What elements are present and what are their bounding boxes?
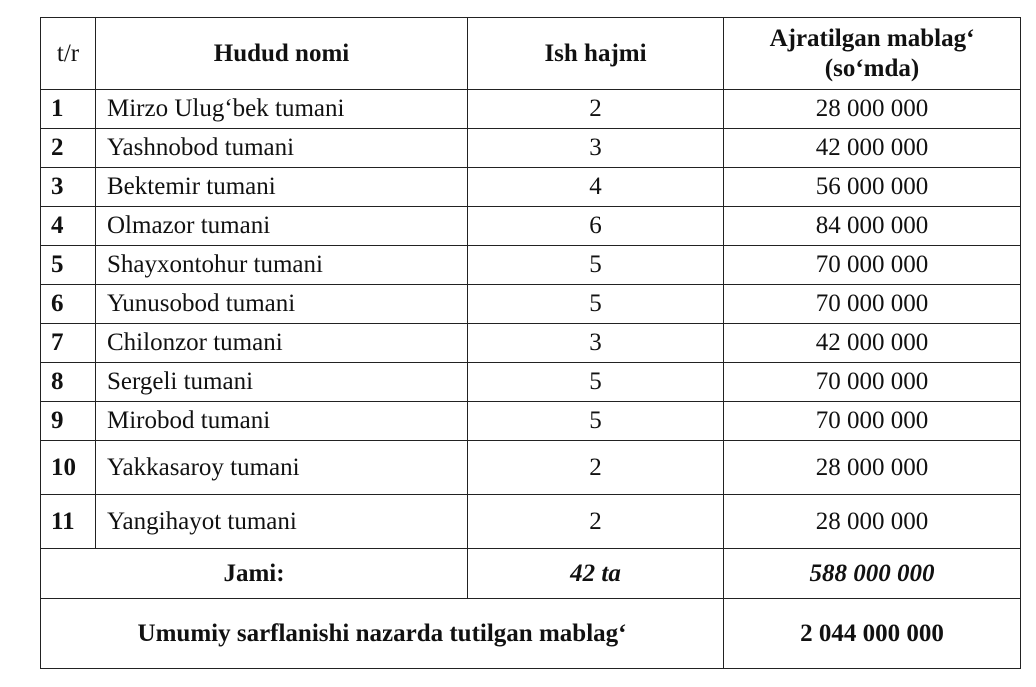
- row-number: 1: [41, 90, 96, 129]
- row-amount: 70 000 000: [724, 285, 1021, 324]
- row-region-name: Yashnobod tumani: [96, 129, 468, 168]
- row-volume: 5: [468, 285, 724, 324]
- table-row: [41, 495, 1021, 549]
- header-region-name: Hudud nomi: [96, 18, 468, 90]
- allocation-table: [40, 17, 1021, 669]
- row-region-name: Yangihayot tumani: [96, 495, 468, 549]
- row-number: 6: [41, 285, 96, 324]
- row-amount: 84 000 000: [724, 207, 1021, 246]
- row-amount: 70 000 000: [724, 363, 1021, 402]
- header-work-volume: Ish hajmi: [468, 18, 724, 90]
- row-region-name: Yunusobod tumani: [96, 285, 468, 324]
- row-volume: 3: [468, 129, 724, 168]
- row-amount: 28 000 000: [724, 90, 1021, 129]
- table-row: [41, 441, 1021, 495]
- row-number: 9: [41, 402, 96, 441]
- row-region-name: Sergeli tumani: [96, 363, 468, 402]
- total-row: [41, 549, 1021, 599]
- total-volume: 42 ta: [468, 549, 724, 599]
- table-row: [41, 168, 1021, 207]
- table-row: [41, 363, 1021, 402]
- row-region-name: Shayxontohur tumani: [96, 246, 468, 285]
- table-header-row: [41, 18, 1021, 90]
- total-label: Jami:: [41, 549, 468, 599]
- row-amount: 28 000 000: [724, 441, 1021, 495]
- row-number: 2: [41, 129, 96, 168]
- row-amount: 56 000 000: [724, 168, 1021, 207]
- row-region-name: Mirzo Ulug‘bek tumani: [96, 90, 468, 129]
- row-volume: 2: [468, 441, 724, 495]
- row-number: 10: [41, 441, 96, 495]
- row-amount: 28 000 000: [724, 495, 1021, 549]
- row-region-name: Yakkasaroy tumani: [96, 441, 468, 495]
- row-amount: 42 000 000: [724, 324, 1021, 363]
- row-amount: 70 000 000: [724, 246, 1021, 285]
- total-amount: 588 000 000: [724, 549, 1021, 599]
- table-row: [41, 285, 1021, 324]
- table-row: [41, 207, 1021, 246]
- row-volume: 6: [468, 207, 724, 246]
- row-number: 8: [41, 363, 96, 402]
- table-row: [41, 129, 1021, 168]
- row-volume: 2: [468, 495, 724, 549]
- row-volume: 3: [468, 324, 724, 363]
- table-row: [41, 90, 1021, 129]
- header-allocated-funds: [724, 18, 1021, 90]
- row-region-name: Olmazor tumani: [96, 207, 468, 246]
- table-row: [41, 402, 1021, 441]
- row-number: 11: [41, 495, 96, 549]
- table-row: [41, 324, 1021, 363]
- row-region-name: Chilonzor tumani: [96, 324, 468, 363]
- row-volume: 4: [468, 168, 724, 207]
- row-number: 5: [41, 246, 96, 285]
- row-amount: 70 000 000: [724, 402, 1021, 441]
- row-volume: 5: [468, 363, 724, 402]
- row-volume: 2: [468, 90, 724, 129]
- header-number: t/r: [41, 18, 96, 90]
- row-region-name: Mirobod tumani: [96, 402, 468, 441]
- header-allocated-funds-line2: (so‘mda): [824, 54, 920, 82]
- row-number: 4: [41, 207, 96, 246]
- row-number: 7: [41, 324, 96, 363]
- grand-total-row: [41, 599, 1021, 669]
- row-region-name: Bektemir tumani: [96, 168, 468, 207]
- table-row: [41, 246, 1021, 285]
- row-number: 3: [41, 168, 96, 207]
- row-amount: 42 000 000: [724, 129, 1021, 168]
- header-allocated-funds-line1: Ajratilgan mablag‘: [769, 24, 975, 52]
- row-volume: 5: [468, 246, 724, 285]
- grand-total-label: Umumiy sarflanishi nazarda tutilgan mablag‘: [41, 599, 724, 669]
- grand-total-amount: 2 044 000 000: [724, 599, 1021, 669]
- row-volume: 5: [468, 402, 724, 441]
